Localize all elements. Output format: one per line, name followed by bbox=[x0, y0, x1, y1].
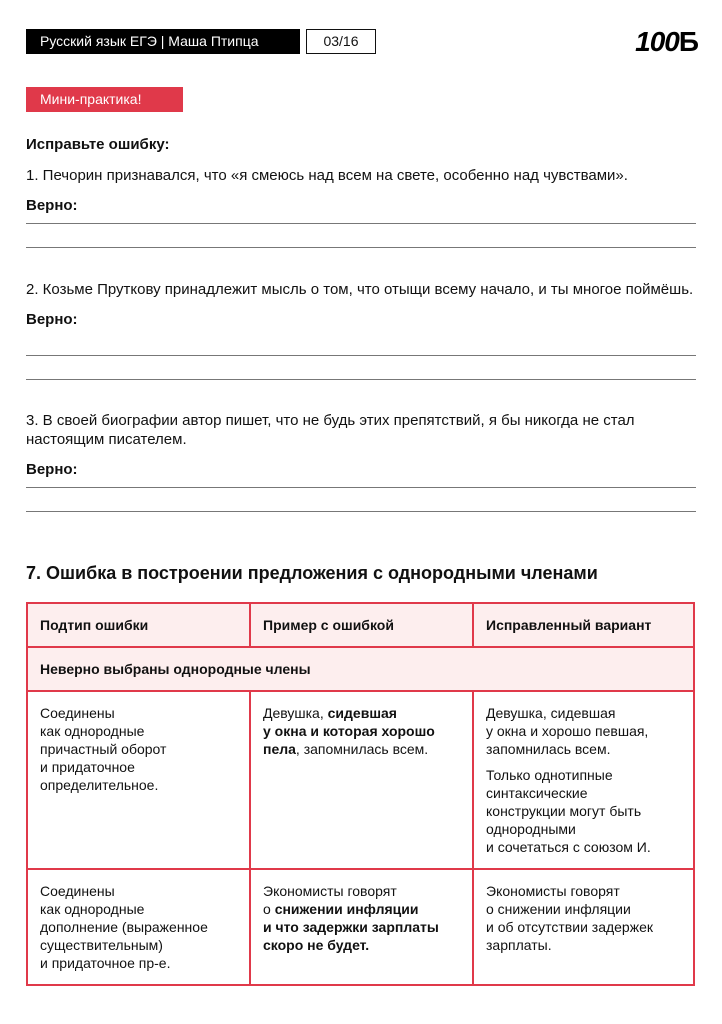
task-text: 3. В своей биографии автор пишет, что не будь этих препятствий, я бы никогда не стал настоящим писателем. bbox=[26, 412, 635, 448]
course-badge: Русский язык ЕГЭ | Маша Птипца bbox=[26, 29, 300, 54]
highlight-text: скоро не будет. bbox=[263, 937, 370, 953]
answer-line[interactable] bbox=[26, 511, 696, 512]
example-cell bbox=[250, 691, 473, 869]
highlight-text: снижении инфляции bbox=[274, 901, 419, 917]
column-header: Подтип ошибки bbox=[27, 603, 250, 647]
subtype-cell bbox=[27, 691, 250, 869]
answer-line[interactable] bbox=[26, 223, 696, 224]
cell-text: конструкции могут быть bbox=[486, 803, 642, 819]
cell-text: Девушка, bbox=[263, 705, 328, 721]
cell-text: Девушка, сидевшая bbox=[486, 705, 616, 721]
task-item bbox=[26, 280, 696, 328]
cell-text: Экономисты говорят bbox=[263, 883, 397, 899]
answer-line[interactable] bbox=[26, 379, 696, 380]
answer-label: Верно: bbox=[26, 197, 78, 214]
mini-practice-badge: Мини-практика! bbox=[26, 87, 183, 112]
cell-text: , запомнилась всем. bbox=[295, 741, 429, 757]
page-counter: 03/16 bbox=[306, 29, 376, 54]
cell-text: существительным) bbox=[40, 937, 163, 953]
table-header-row bbox=[27, 603, 694, 647]
cell-text: зарплаты. bbox=[486, 937, 552, 953]
section-title: 7. Ошибка в построении предложения с однородными членами bbox=[26, 563, 598, 583]
corrected-cell bbox=[473, 869, 694, 985]
example-cell bbox=[250, 869, 473, 985]
highlight-text: и что задержки зарплаты bbox=[263, 919, 439, 935]
answer-label: Верно: bbox=[26, 311, 78, 328]
exercise-instruction: Исправьте ошибку: bbox=[26, 136, 170, 153]
answer-line[interactable] bbox=[26, 487, 696, 488]
answer-line[interactable] bbox=[26, 355, 696, 356]
task-item bbox=[26, 411, 696, 478]
logo bbox=[635, 26, 698, 58]
logo-letter: Б bbox=[678, 26, 698, 57]
task-item bbox=[26, 166, 696, 214]
cell-text: Соединены bbox=[40, 883, 115, 899]
task-text: 2. Козьме Пруткову принадлежит мысль о том, что отыщи всему начало, и ты многое поймёшь. bbox=[26, 281, 694, 298]
cell-text: определительное. bbox=[40, 777, 159, 793]
cell-text: как однородные bbox=[40, 723, 145, 739]
cell-text: запомнилась всем. bbox=[486, 741, 611, 757]
column-header: Пример с ошибкой bbox=[250, 603, 473, 647]
highlight-text: у окна и которая хорошо bbox=[263, 723, 435, 739]
cell-text: и придаточное пр-е. bbox=[40, 955, 171, 971]
rule-note bbox=[486, 766, 681, 856]
cell-text: о bbox=[263, 901, 275, 917]
cell-text: Соединены bbox=[40, 705, 115, 721]
cell-text: о снижении инфляции bbox=[486, 901, 631, 917]
highlight-text: сидевшая bbox=[327, 705, 397, 721]
cell-text: и об отсутствии задержек bbox=[486, 919, 653, 935]
cell-text: как однородные bbox=[40, 901, 145, 917]
subtype-cell bbox=[27, 869, 250, 985]
subheader-cell: Неверно выбраны однородные члены bbox=[27, 647, 694, 691]
logo-number: 100 bbox=[635, 26, 679, 57]
cell-text: синтаксические bbox=[486, 785, 588, 801]
task-text: 1. Печорин признавался, что «я смеюсь над всем на свете, особенно над чувствами». bbox=[26, 167, 628, 184]
table-row bbox=[27, 691, 694, 869]
cell-text: Только однотипные bbox=[486, 767, 613, 783]
cell-text: причастный оборот bbox=[40, 741, 167, 757]
header-bar bbox=[26, 29, 376, 54]
cell-text: у окна и хорошо певшая, bbox=[486, 723, 649, 739]
table-subheader-row bbox=[27, 647, 694, 691]
column-header: Исправленный вариант bbox=[473, 603, 694, 647]
answer-line[interactable] bbox=[26, 247, 696, 248]
cell-text: дополнение (выраженное bbox=[40, 919, 208, 935]
answer-label: Верно: bbox=[26, 461, 78, 478]
cell-text: и придаточное bbox=[40, 759, 135, 775]
highlight-text: пела bbox=[263, 741, 296, 757]
cell-text: однородными bbox=[486, 821, 576, 837]
cell-text: Экономисты говорят bbox=[486, 883, 620, 899]
cell-text: и сочетаться с союзом И. bbox=[486, 839, 651, 855]
errors-table bbox=[26, 602, 695, 986]
table-row bbox=[27, 869, 694, 985]
corrected-cell bbox=[473, 691, 694, 869]
